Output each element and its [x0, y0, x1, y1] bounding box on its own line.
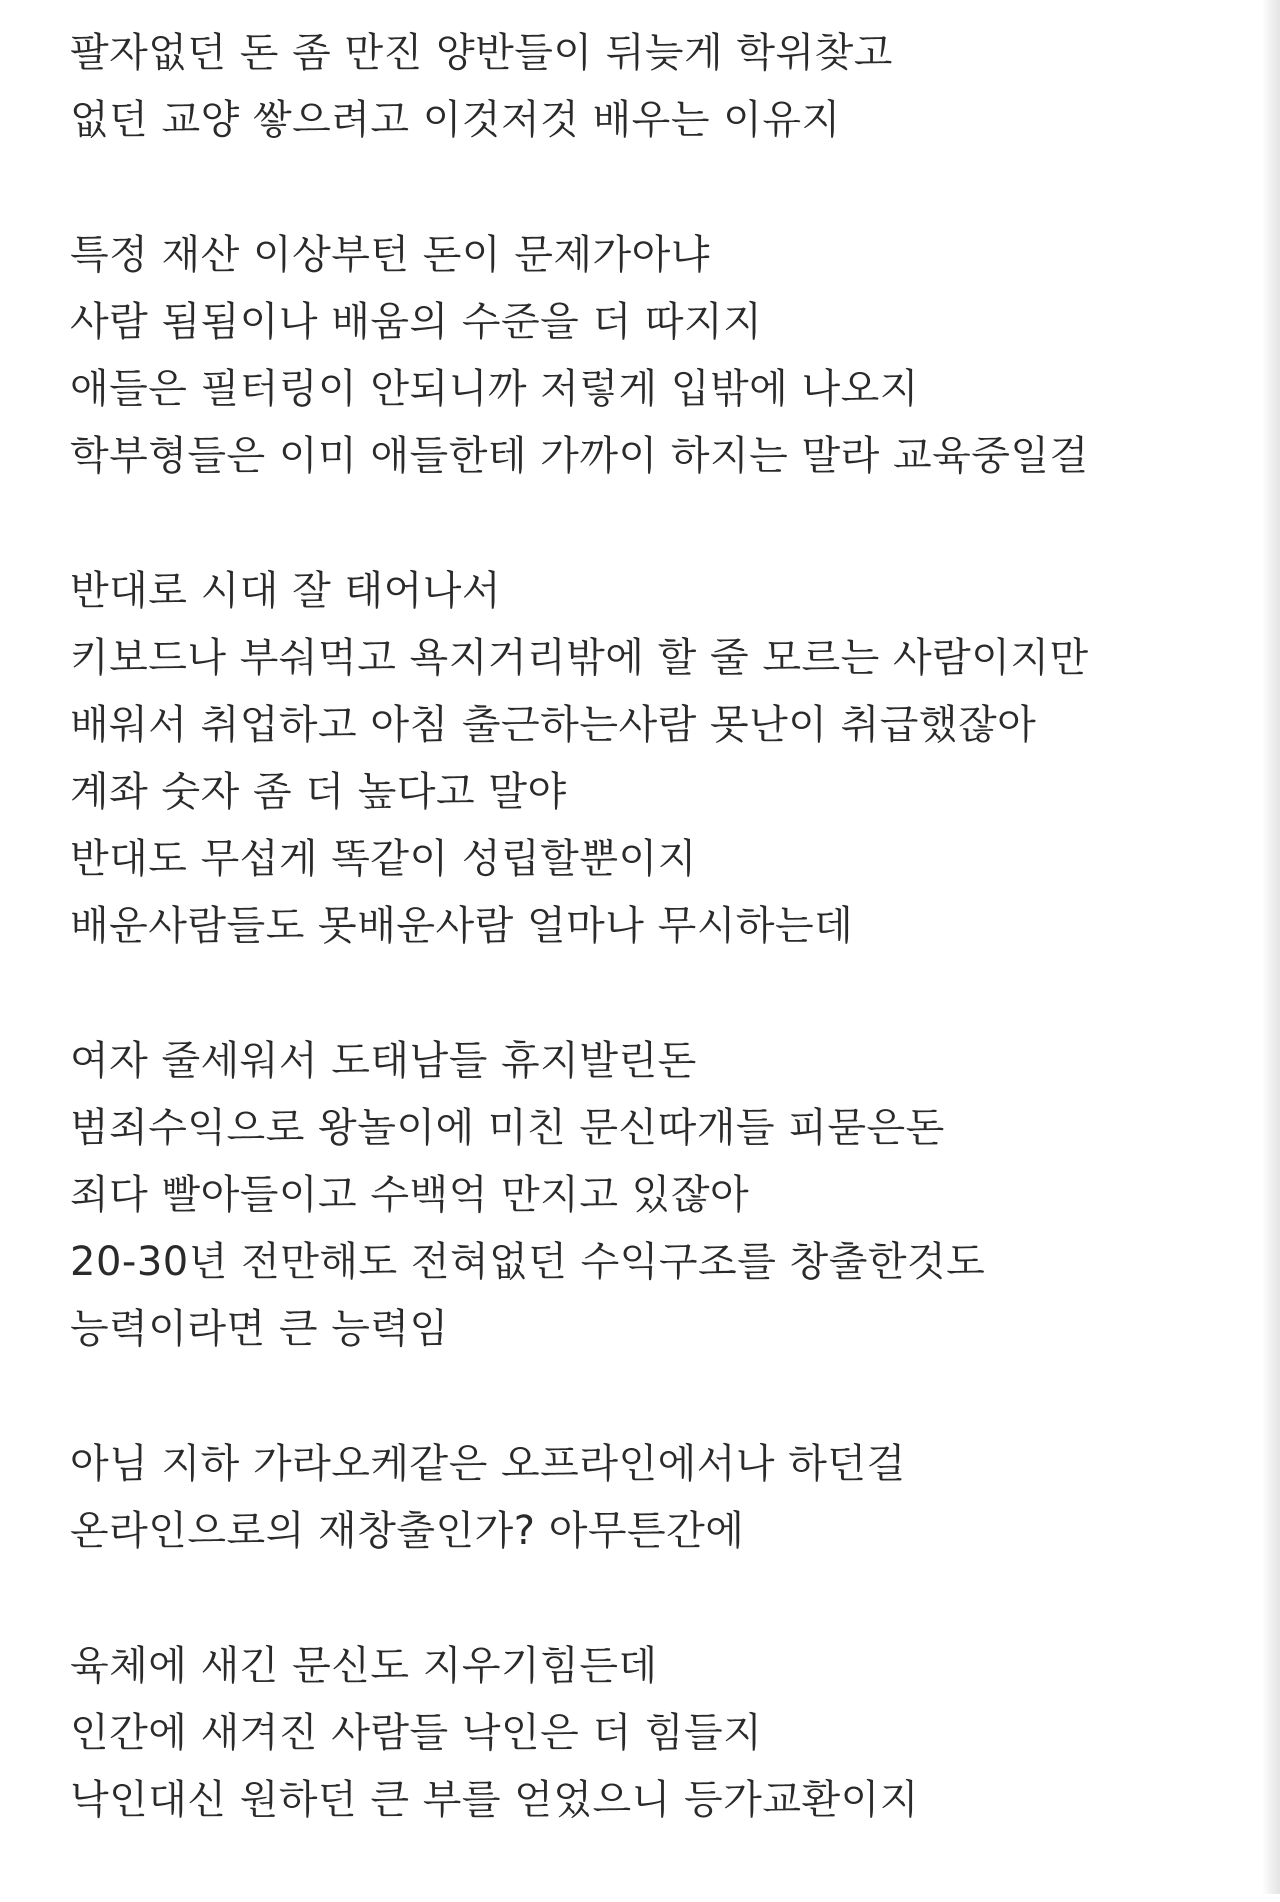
text-line: 아님 지하 가라오케같은 오프라인에서나 하던걸	[70, 1441, 906, 1487]
text-line: 반대로 시대 잘 태어나서	[70, 568, 502, 614]
text-line: 계좌 숫자 좀 더 높다고 말야	[70, 769, 567, 815]
paragraph-5	[70, 1431, 1230, 1565]
text-line: 사람 됨됨이나 배움의 수준을 더 따지지	[70, 299, 763, 345]
text-line: 반대도 무섭게 똑같이 성립할뿐이지	[70, 836, 697, 882]
text-line: 온라인으로의 재창출인가? 아무튼간에	[70, 1508, 745, 1554]
text-line: 특정 재산 이상부턴 돈이 문제가아냐	[70, 232, 710, 278]
text-line: 애들은 필터링이 안되니까 저렇게 입밖에 나오지	[70, 366, 919, 412]
text-line: 범죄수익으로 왕놀이에 미친 문신따개들 피묻은돈	[70, 1105, 945, 1151]
text-line: 키보드나 부숴먹고 욕지거리밖에 할 줄 모르는 사람이지만	[70, 635, 1089, 681]
text-line: 20-30년 전만해도 전혀없던 수익구조를 창출한것도	[70, 1239, 986, 1285]
text-line: 능력이라면 큰 능력임	[70, 1306, 449, 1352]
paragraph-4	[70, 1028, 1230, 1363]
paragraph-2	[70, 222, 1230, 490]
post-body	[70, 20, 1230, 1902]
text-line: 낙인대신 원하던 큰 부를 얻었으니 등가교환이지	[70, 1777, 919, 1823]
text-line: 여자 줄세워서 도태남들 휴지발린돈	[70, 1038, 697, 1084]
paragraph-3	[70, 558, 1230, 960]
paragraph-6	[70, 1633, 1230, 1834]
text-line: 없던 교양 쌓으려고 이것저것 배우는 이유지	[70, 97, 841, 143]
paragraph-1	[70, 20, 1230, 154]
text-line: 배워서 취업하고 아침 출근하는사람 못난이 취급했잖아	[70, 702, 1037, 748]
right-edge-shadow	[1262, 0, 1280, 1894]
text-line: 육체에 새긴 문신도 지우기힘든데	[70, 1643, 658, 1689]
text-line: 죄다 빨아들이고 수백억 만지고 있잖아	[70, 1172, 750, 1218]
text-line: 인간에 새겨진 사람들 낙인은 더 힘들지	[70, 1710, 763, 1756]
text-line: 팔자없던 돈 좀 만진 양반들이 뒤늦게 학위찾고	[70, 30, 893, 76]
text-line: 배운사람들도 못배운사람 얼마나 무시하는데	[70, 903, 854, 949]
text-line: 학부형들은 이미 애들한테 가까이 하지는 말라 교육중일걸	[70, 433, 1089, 479]
